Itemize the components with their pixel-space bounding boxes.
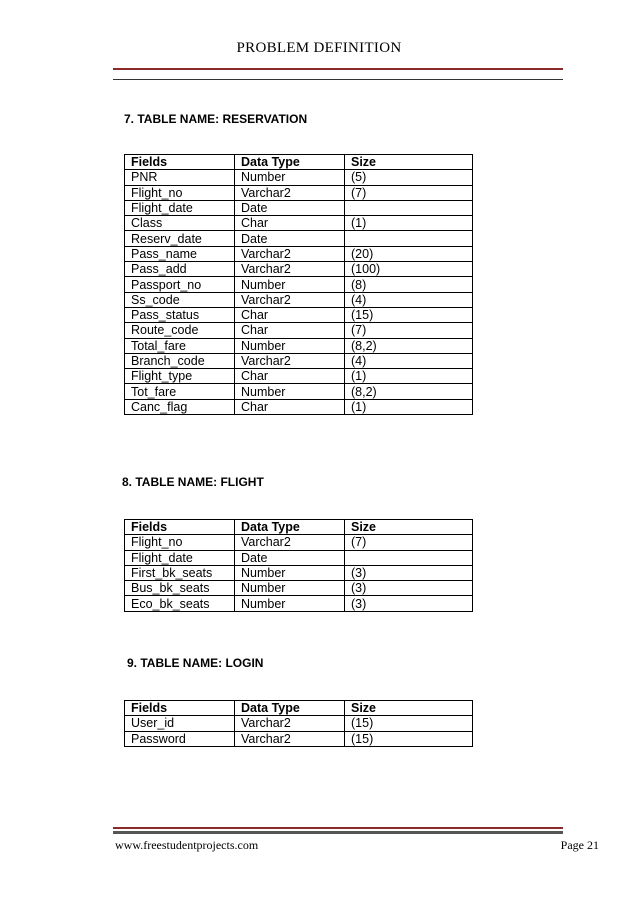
cell-size: (1) xyxy=(345,369,473,384)
cell-size: (8,2) xyxy=(345,384,473,399)
cell-size: (5) xyxy=(345,170,473,185)
cell-field: Tot_fare xyxy=(125,384,235,399)
cell-size xyxy=(345,550,473,565)
table-row xyxy=(125,384,473,399)
cell-field: Password xyxy=(125,731,235,746)
section-title-flight: 8. TABLE NAME: FLIGHT xyxy=(122,475,264,489)
cell-field: Route_code xyxy=(125,323,235,338)
cell-field: Bus_bk_seats xyxy=(125,581,235,596)
cell-size: (15) xyxy=(345,716,473,731)
cell-field: Class xyxy=(125,216,235,231)
table-header-row xyxy=(125,155,473,170)
header-data-type: Data Type xyxy=(235,701,345,716)
header-size: Size xyxy=(345,155,473,170)
table-header-row xyxy=(125,701,473,716)
table-row xyxy=(125,716,473,731)
cell-type: Char xyxy=(235,369,345,384)
cell-size: (1) xyxy=(345,216,473,231)
cell-type: Varchar2 xyxy=(235,716,345,731)
table-login xyxy=(124,700,473,747)
cell-type: Varchar2 xyxy=(235,292,345,307)
header-size: Size xyxy=(345,520,473,535)
cell-type: Number xyxy=(235,170,345,185)
table-row xyxy=(125,399,473,414)
cell-field: Branch_code xyxy=(125,353,235,368)
section-title-reservation: 7. TABLE NAME: RESERVATION xyxy=(124,112,308,126)
cell-size: (3) xyxy=(345,581,473,596)
cell-field: Flight_type xyxy=(125,369,235,384)
table-row xyxy=(125,581,473,596)
cell-size: (1) xyxy=(345,399,473,414)
table-row xyxy=(125,170,473,185)
table-row xyxy=(125,596,473,611)
cell-field: PNR xyxy=(125,170,235,185)
cell-size xyxy=(345,200,473,215)
table-reservation xyxy=(124,154,473,415)
cell-type: Number xyxy=(235,338,345,353)
cell-type: Number xyxy=(235,277,345,292)
table-header-row xyxy=(125,520,473,535)
cell-type: Number xyxy=(235,596,345,611)
cell-size: (4) xyxy=(345,292,473,307)
table-flight xyxy=(124,519,473,612)
cell-type: Char xyxy=(235,307,345,322)
cell-field: Passport_no xyxy=(125,277,235,292)
cell-field: Canc_flag xyxy=(125,399,235,414)
header-fields: Fields xyxy=(125,155,235,170)
cell-size: (3) xyxy=(345,596,473,611)
cell-size xyxy=(345,231,473,246)
footer-rule-dark xyxy=(113,831,563,834)
cell-type: Varchar2 xyxy=(235,185,345,200)
cell-size: (20) xyxy=(345,246,473,261)
table-row xyxy=(125,292,473,307)
cell-field: Reserv_date xyxy=(125,231,235,246)
header-fields: Fields xyxy=(125,701,235,716)
table-row xyxy=(125,307,473,322)
table-row xyxy=(125,535,473,550)
cell-field: Ss_code xyxy=(125,292,235,307)
cell-type: Number xyxy=(235,384,345,399)
header-fields: Fields xyxy=(125,520,235,535)
footer-website-link[interactable]: www.freestudentprojects.com xyxy=(115,838,259,852)
cell-field: Flight_date xyxy=(125,200,235,215)
table-row xyxy=(125,323,473,338)
cell-type: Varchar2 xyxy=(235,535,345,550)
table-row xyxy=(125,369,473,384)
cell-field: Total_fare xyxy=(125,338,235,353)
table-row xyxy=(125,262,473,277)
cell-field: Pass_add xyxy=(125,262,235,277)
cell-type: Varchar2 xyxy=(235,731,345,746)
cell-field: Eco_bk_seats xyxy=(125,596,235,611)
cell-field: Flight_no xyxy=(125,535,235,550)
cell-type: Number xyxy=(235,581,345,596)
header-data-type: Data Type xyxy=(235,520,345,535)
cell-type: Varchar2 xyxy=(235,262,345,277)
table-row xyxy=(125,731,473,746)
cell-size: (7) xyxy=(345,323,473,338)
cell-type: Char xyxy=(235,399,345,414)
page-number: Page 21 xyxy=(560,838,599,852)
table-row xyxy=(125,550,473,565)
header-rule-red xyxy=(113,68,563,70)
page-title: PROBLEM DEFINITION xyxy=(236,40,402,56)
header-size: Size xyxy=(345,701,473,716)
table-row xyxy=(125,185,473,200)
header-rule-dark xyxy=(113,79,563,80)
table-row xyxy=(125,338,473,353)
footer-rule-red xyxy=(113,827,563,829)
cell-type: Varchar2 xyxy=(235,246,345,261)
cell-size: (3) xyxy=(345,565,473,580)
cell-size: (8,2) xyxy=(345,338,473,353)
cell-size: (15) xyxy=(345,731,473,746)
table-row xyxy=(125,353,473,368)
table-row xyxy=(125,231,473,246)
cell-type: Number xyxy=(235,565,345,580)
cell-size: (100) xyxy=(345,262,473,277)
cell-field: First_bk_seats xyxy=(125,565,235,580)
table-row xyxy=(125,565,473,580)
cell-field: Pass_name xyxy=(125,246,235,261)
cell-field: Flight_no xyxy=(125,185,235,200)
cell-size: (7) xyxy=(345,535,473,550)
section-title-login: 9. TABLE NAME: LOGIN xyxy=(127,656,264,670)
cell-field: Flight_date xyxy=(125,550,235,565)
cell-field: Pass_status xyxy=(125,307,235,322)
cell-type: Varchar2 xyxy=(235,353,345,368)
cell-size: (15) xyxy=(345,307,473,322)
cell-size: (4) xyxy=(345,353,473,368)
cell-size: (7) xyxy=(345,185,473,200)
cell-size: (8) xyxy=(345,277,473,292)
cell-type: Date xyxy=(235,550,345,565)
table-row xyxy=(125,246,473,261)
cell-type: Date xyxy=(235,231,345,246)
cell-field: User_id xyxy=(125,716,235,731)
header-data-type: Data Type xyxy=(235,155,345,170)
cell-type: Char xyxy=(235,216,345,231)
table-row xyxy=(125,277,473,292)
cell-type: Date xyxy=(235,200,345,215)
table-row xyxy=(125,200,473,215)
cell-type: Char xyxy=(235,323,345,338)
table-row xyxy=(125,216,473,231)
